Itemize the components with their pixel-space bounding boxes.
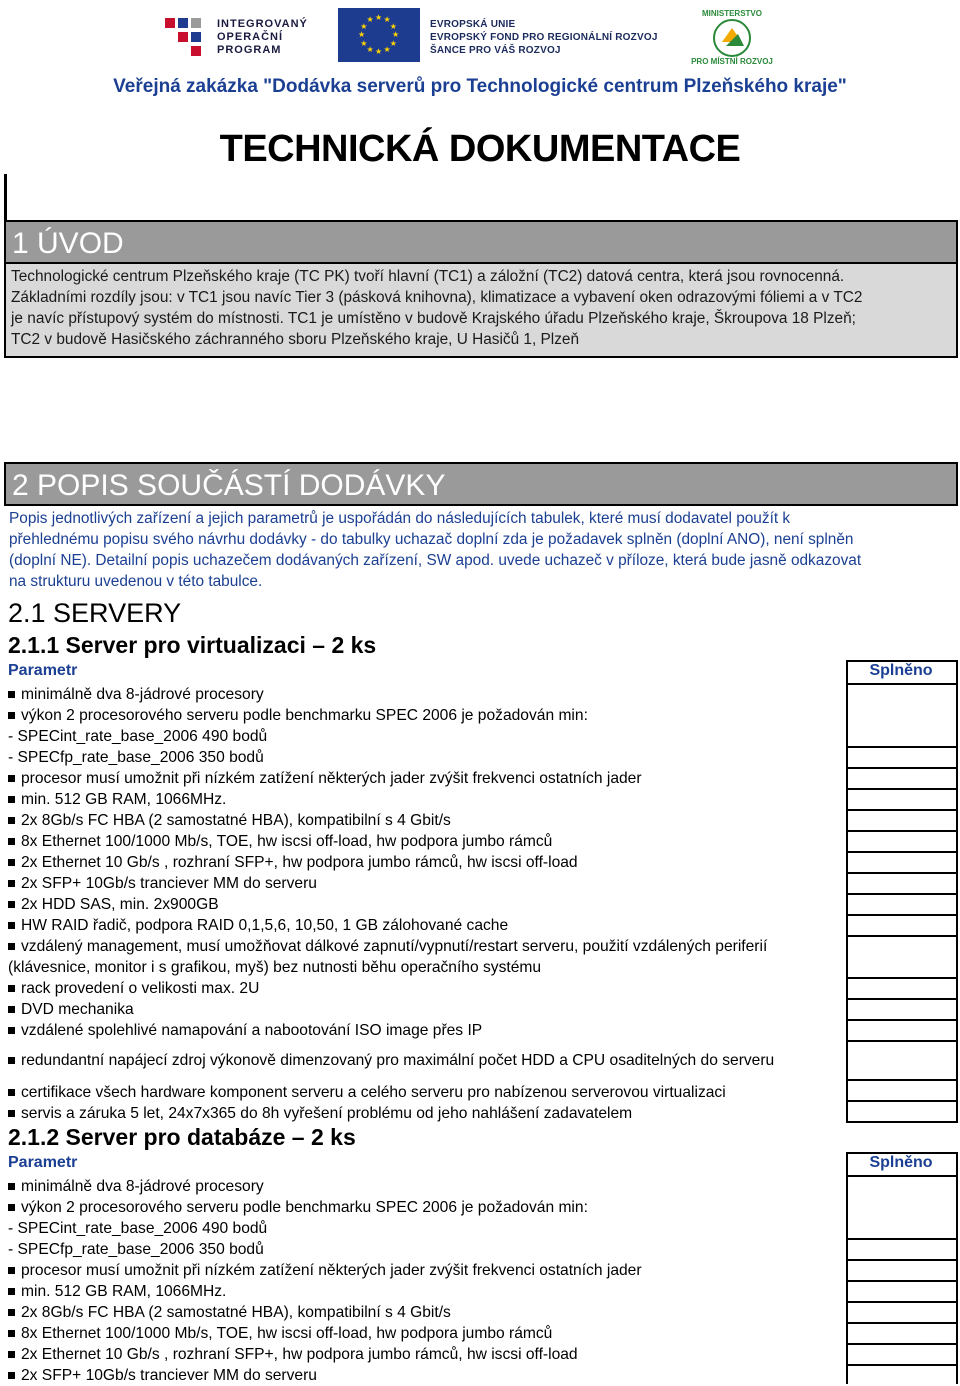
bullet-icon <box>8 1027 15 1034</box>
grid-line <box>846 1238 958 1240</box>
server1-row-text: minimálně dva 8-jádrové procesory <box>21 686 264 703</box>
grid-line <box>846 683 958 685</box>
server2-row <box>8 1302 451 1323</box>
grid-line <box>846 767 958 769</box>
bullet-icon <box>8 1057 15 1064</box>
server2-row <box>8 1197 588 1218</box>
grid-line <box>846 1364 958 1366</box>
document-title: TECHNICKÁ DOKUMENTACE <box>219 128 741 170</box>
server1-row <box>8 873 317 894</box>
grid-line <box>846 1280 958 1282</box>
eu-star-icon: ★ <box>358 30 366 39</box>
contract-title: Veřejná zakázka "Dodávka serverů pro Technologické centrum Plzeňského kraje" <box>113 76 847 97</box>
eu-line3: ŠANCE PRO VÁŠ ROZVOJ <box>430 45 561 56</box>
param-label: Parametr <box>8 662 78 679</box>
eu-line2: EVROPSKÝ FOND PRO REGIONÁLNÍ ROZVOJ <box>430 32 658 43</box>
server1-row-text: servis a záruka 5 let, 24x7x365 do 8h vyřešení problému od jeho nahlášení zadavatelem <box>21 1105 633 1122</box>
server1-row <box>8 852 578 873</box>
grid-line <box>956 660 958 1121</box>
server1-row-text: certifikace všech hardware komponent serveru a celého serveru pro nabízenou serverovou virtualizaci <box>21 1084 726 1101</box>
server1-row <box>8 936 767 957</box>
section1-heading: 1 ÚVOD <box>4 220 958 264</box>
splneno-label-2: Splněno <box>869 1154 933 1171</box>
server1-row-text: vzdálený management, musí umožňovat dálkové zapnutí/vypnutí/restart serveru, použití vzdálených periferií <box>21 938 768 955</box>
server1-row <box>8 1082 726 1103</box>
eu-star-icon: ★ <box>366 15 374 25</box>
section2-line: (doplní NE). Detailní popis uchazečem dodávaných zařízení, SW apod. uvede uchazeč v příloze, která bude jasně odkazovat <box>9 552 862 569</box>
grid-line <box>846 935 958 937</box>
grid-line <box>846 746 958 748</box>
section2-heading: 2 POPIS SOUČÁSTÍ DODÁVKY <box>4 462 958 506</box>
eu-star-icon: ★ <box>383 15 391 25</box>
server1-row-text: redundantní napájecí zdroj výkonově dimenzovaný pro maximální počet HDD a CPU osaditelných do serveru <box>21 1052 775 1069</box>
section1-line: Základními rozdíly jsou: v TC1 jsou navíc Tier 3 (pásková knihovna), klimatizace a vybavení oken odrazovými fóliemi a v TC2 <box>11 289 863 306</box>
server1-row <box>8 1050 774 1071</box>
grid-line <box>846 977 958 979</box>
section1-line: je navíc přístupový systém do místnosti. TC1 je umístěno v budově Krajského úřadu Plzeňského kraje, Škroupova 18 Plzeň; <box>11 310 856 327</box>
bullet-icon <box>8 796 15 803</box>
grid-line <box>846 788 958 790</box>
bullet-icon <box>8 1204 15 1211</box>
server1-row-text: 2x Ethernet 10 Gb/s , rozhraní SFP+, hw podpora jumbo rámců, hw iscsi off-load <box>21 854 578 871</box>
grid-line <box>846 1259 958 1261</box>
server1-row <box>8 915 508 936</box>
server1-row-text: 2x HDD SAS, min. 2x900GB <box>21 896 219 913</box>
server1-row <box>8 978 259 999</box>
eu-text <box>430 18 658 57</box>
bullet-icon <box>8 1183 15 1190</box>
server2-row-text: - SPECfp_rate_base_2006 350 bodů <box>8 1241 264 1258</box>
bullet-icon <box>8 1288 15 1295</box>
grid-line <box>846 1040 958 1042</box>
server2-row <box>8 1365 317 1386</box>
grid-line <box>846 1100 958 1102</box>
server1-row <box>8 747 264 768</box>
server1-row-text: procesor musí umožnit při nízkém zatížení některých jader zvýšit frekvenci ostatních jader <box>21 770 642 787</box>
bullet-icon <box>8 691 15 698</box>
bullet-icon <box>8 817 15 824</box>
server2-row <box>8 1239 264 1260</box>
grid-line <box>846 1079 958 1081</box>
server1-row-text: výkon 2 procesorového serveru podle benchmarku SPEC 2006 je požadován min: <box>21 707 588 724</box>
logo-square-red <box>165 18 175 28</box>
bullet-icon <box>8 1330 15 1337</box>
section1-line: TC2 v budově Hasičského záchranného sboru Plzeňského kraje, U Hasičů 1, Plzeň <box>11 331 580 348</box>
eu-flag-icon <box>338 8 420 62</box>
server2-row-text: 2x Ethernet 10 Gb/s , rozhraní SFP+, hw podpora jumbo rámců, hw iscsi off-load <box>21 1346 578 1363</box>
splneno-label: Splněno <box>869 662 933 679</box>
grid-line <box>846 998 958 1000</box>
eu-star-icon: ★ <box>389 21 397 31</box>
mmr-logo <box>686 6 778 66</box>
server1-row <box>8 810 451 831</box>
grid-line <box>846 660 848 1121</box>
bullet-icon <box>8 1309 15 1316</box>
bullet-icon <box>8 1267 15 1274</box>
grid-line <box>846 914 958 916</box>
server2-row-text: 2x SFP+ 10Gb/s tranciever MM do serveru <box>21 1367 317 1384</box>
grid-line <box>846 1121 958 1123</box>
logo-square-red3 <box>191 46 201 56</box>
server1-row <box>8 957 541 978</box>
server2-row-text: minimálně dva 8-jádrové procesory <box>21 1178 264 1195</box>
eu-line1: EVROPSKÁ UNIE <box>430 19 516 30</box>
bullet-icon <box>8 859 15 866</box>
server2-row-text: výkon 2 procesorového serveru podle benchmarku SPEC 2006 je požadován min: <box>21 1199 588 1216</box>
grid-line <box>846 1175 958 1177</box>
iop-line3: PROGRAM <box>217 44 282 56</box>
grid-line <box>846 830 958 832</box>
bullet-icon <box>8 901 15 908</box>
server2-row-text: procesor musí umožnit při nízkém zatížení některých jader zvýšit frekvenci ostatních jader <box>21 1262 642 1279</box>
bullet-icon <box>8 1351 15 1358</box>
grid-line <box>846 1152 958 1154</box>
section2-line: přehlednému popisu svého návrhu dodávky - do tabulky uchazač doplní zda je požadavek splněn (doplní ANO), není splněn <box>9 531 854 548</box>
grid-line <box>846 872 958 874</box>
grid-line <box>846 1301 958 1303</box>
grid-line <box>956 1152 958 1384</box>
server2-row <box>8 1344 578 1365</box>
grid-line <box>846 809 958 811</box>
server1-row-text: - SPECint_rate_base_2006 490 bodů <box>8 728 268 745</box>
grid-line <box>846 660 958 662</box>
server1-row <box>8 1020 482 1041</box>
server2-row <box>8 1281 226 1302</box>
iop-logo <box>165 14 315 60</box>
server1-row-text: min. 512 GB RAM, 1066MHz. <box>21 791 227 808</box>
section1-body <box>4 264 958 358</box>
server1-row-text: DVD mechanika <box>21 1001 134 1018</box>
logo-square-blue2 <box>191 32 201 42</box>
eu-star-icon: ★ <box>366 44 374 54</box>
eu-star-icon: ★ <box>360 21 368 31</box>
server1-row <box>8 1103 632 1124</box>
server2-row <box>8 1218 267 1239</box>
bullet-icon <box>8 1089 15 1096</box>
bullet-icon <box>8 1006 15 1013</box>
server1-row <box>8 768 642 789</box>
server2-row <box>8 1323 552 1344</box>
param-label-2: Parametr <box>8 1154 78 1171</box>
server1-row-text: HW RAID řadič, podpora RAID 0,1,5,6, 10,50, 1 GB zálohované cache <box>21 917 509 934</box>
grid-line <box>846 1322 958 1324</box>
server1-row <box>8 894 219 915</box>
server2-row <box>8 1176 264 1197</box>
logo-square-blue <box>178 18 188 28</box>
server2-row-text: 2x 8Gb/s FC HBA (2 samostatné HBA), kompatibilní s 4 Gbit/s <box>21 1304 451 1321</box>
server1-heading: 2.1.1 Server pro virtualizaci – 2 ks <box>8 632 377 658</box>
grid-line <box>846 851 958 853</box>
mmr-top: MINISTERSTVO <box>701 9 763 18</box>
server2-row-text: 8x Ethernet 100/1000 Mb/s, TOE, hw iscsi off-load, hw podpora jumbo rámců <box>21 1325 553 1342</box>
bullet-icon <box>8 943 15 950</box>
server1-row-text: 2x SFP+ 10Gb/s tranciever MM do serveru <box>21 875 317 892</box>
grid-line <box>846 1019 958 1021</box>
eu-star-icon: ★ <box>360 38 368 48</box>
server1-row-text: 2x 8Gb/s FC HBA (2 samostatné HBA), kompatibilní s 4 Gbit/s <box>21 812 451 829</box>
server1-row <box>8 705 588 726</box>
iop-line2: OPERAČNÍ <box>217 31 284 43</box>
eu-star-icon: ★ <box>375 47 383 56</box>
server1-row-text: (klávesnice, monitor i s grafikou, myš) bez nutnosti běhu operačního systému <box>8 959 542 976</box>
bullet-icon <box>8 1372 15 1379</box>
bullet-icon <box>8 712 15 719</box>
logo-square-grey <box>191 18 201 28</box>
eu-star-icon: ★ <box>389 38 397 48</box>
server1-row <box>8 831 552 852</box>
eu-star-icon: ★ <box>383 44 391 54</box>
logo-square-red2 <box>178 32 188 42</box>
server2-row <box>8 1260 642 1281</box>
bullet-icon <box>8 880 15 887</box>
iop-line1: INTEGROVANÝ <box>217 18 308 30</box>
server1-row <box>8 999 134 1020</box>
server1-row <box>8 684 264 705</box>
server1-row <box>8 726 267 747</box>
bullet-icon <box>8 922 15 929</box>
eu-star-icon: ★ <box>375 13 383 22</box>
server2-row-text: min. 512 GB RAM, 1066MHz. <box>21 1283 227 1300</box>
server1-row-text: 8x Ethernet 100/1000 Mb/s, TOE, hw iscsi off-load, hw podpora jumbo rámců <box>21 833 553 850</box>
grid-line <box>846 893 958 895</box>
bullet-icon <box>8 838 15 845</box>
section2-body <box>4 506 958 594</box>
mmr-bottom: PRO MÍSTNÍ ROZVOJ <box>691 57 773 66</box>
server1-row-text: vzdálené spolehlivé namapování a nabootování ISO image přes IP <box>21 1022 483 1039</box>
bullet-icon <box>8 775 15 782</box>
bullet-icon <box>8 1110 15 1117</box>
eu-star-icon: ★ <box>392 30 400 39</box>
server1-row <box>8 789 226 810</box>
servery-heading: 2.1 SERVERY <box>8 598 182 628</box>
server2-row-text: - SPECint_rate_base_2006 490 bodů <box>8 1220 268 1237</box>
bullet-icon <box>8 985 15 992</box>
server1-row-text: rack provedení o velikosti max. 2U <box>21 980 260 997</box>
section2-line: na strukturu uvedenou v této tabulce. <box>9 573 263 590</box>
server1-row-text: - SPECfp_rate_base_2006 350 bodů <box>8 749 264 766</box>
section1-line: Technologické centrum Plzeňského kraje (TC PK) tvoří hlavní (TC1) a záložní (TC2) datová centra, která jsou rovnocenná. <box>11 268 845 285</box>
server2-heading: 2.1.2 Server pro databáze – 2 ks <box>8 1124 356 1150</box>
grid-line <box>846 1343 958 1345</box>
left-rule <box>4 174 7 222</box>
grid-line <box>846 1152 848 1384</box>
section2-line: Popis jednotlivých zařízení a jejich parametrů je uspořádán do následujících tabulek, které musí dodavatel použít k <box>9 510 791 527</box>
